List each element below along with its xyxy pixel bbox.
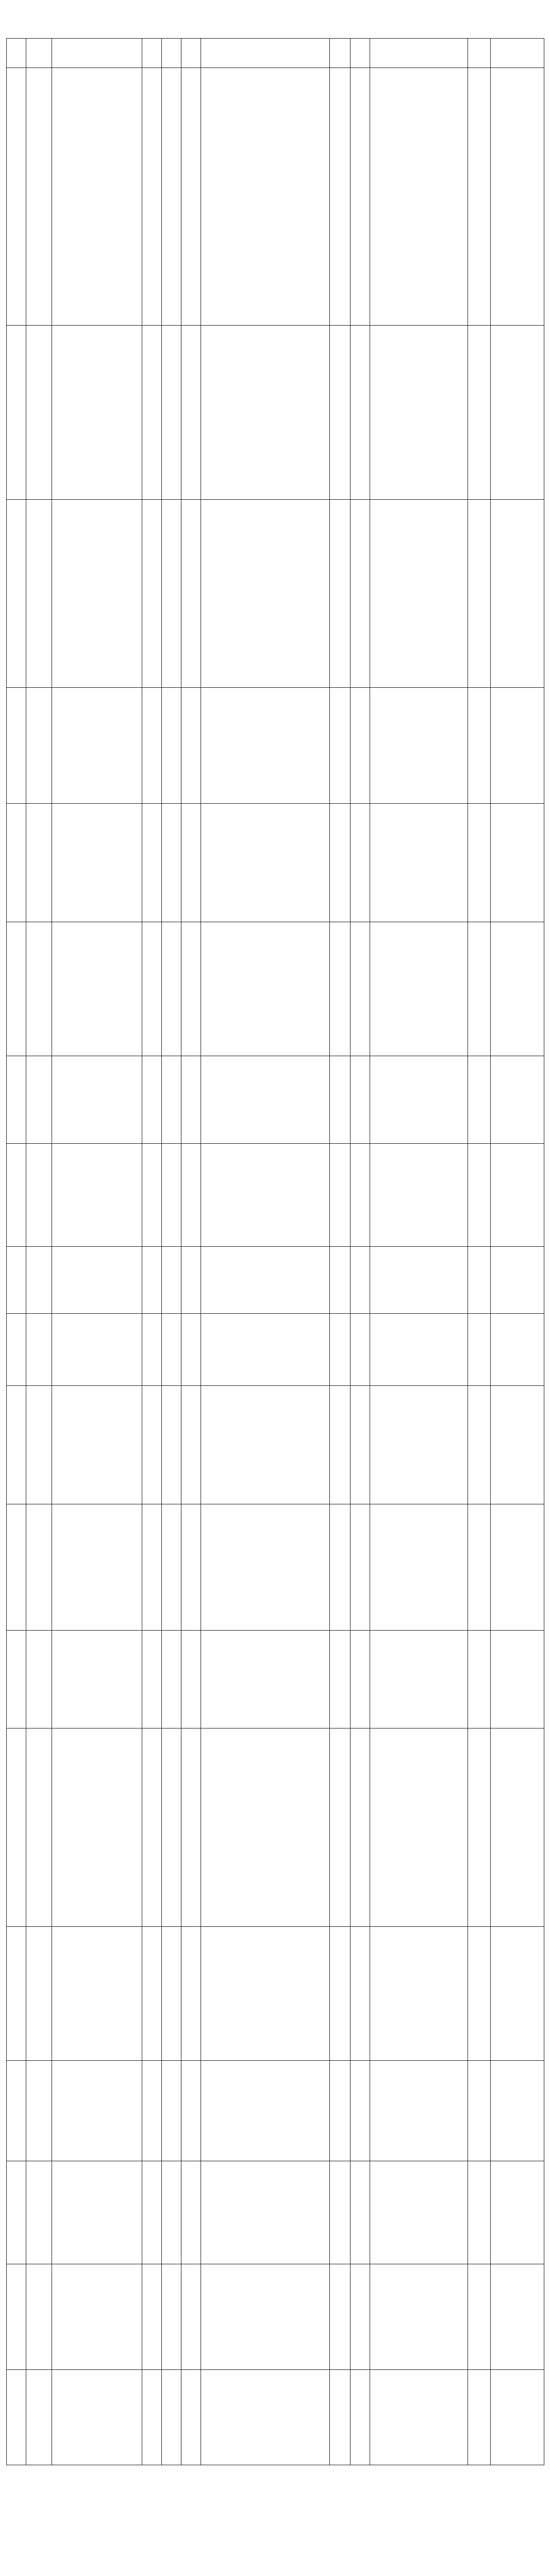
table-cell	[370, 922, 468, 1056]
table-cell	[52, 326, 142, 500]
table-cell	[201, 1314, 330, 1386]
table-cell	[7, 922, 26, 1056]
table-cell	[201, 326, 330, 500]
table-cell	[351, 688, 370, 804]
column-header	[351, 39, 370, 68]
table-row	[7, 68, 544, 326]
table-cell	[142, 1314, 162, 1386]
table-cell	[491, 1314, 544, 1386]
table-cell	[7, 2370, 26, 2465]
table-cell	[491, 1056, 544, 1144]
table-cell	[351, 1314, 370, 1386]
table-cell	[370, 1504, 468, 1631]
table-cell	[142, 2370, 162, 2465]
table-cell	[7, 688, 26, 804]
table-cell	[201, 2370, 330, 2465]
table-cell	[162, 688, 181, 804]
table-cell	[162, 1247, 181, 1314]
table-cell	[468, 922, 491, 1056]
table-cell	[7, 326, 26, 500]
table-cell	[162, 922, 181, 1056]
table-row	[7, 500, 544, 688]
document-page	[6, 0, 544, 2576]
table-cell	[201, 1056, 330, 1144]
table-cell	[162, 326, 181, 500]
table-cell	[162, 1056, 181, 1144]
table-header	[7, 39, 544, 68]
table-cell	[330, 1728, 351, 1927]
table-cell	[181, 1056, 201, 1144]
table-cell	[491, 922, 544, 1056]
table-cell	[330, 1144, 351, 1247]
column-header	[7, 39, 26, 68]
table-cell	[142, 1247, 162, 1314]
table-cell	[201, 688, 330, 804]
table-cell	[52, 1728, 142, 1927]
table-cell	[370, 2161, 468, 2264]
table-row	[7, 326, 544, 500]
table-cell	[181, 1728, 201, 1927]
column-header	[181, 39, 201, 68]
table-cell	[7, 68, 26, 326]
table-cell	[26, 1728, 52, 1927]
table-cell	[330, 68, 351, 326]
table-row	[7, 2264, 544, 2370]
table-cell	[52, 804, 142, 922]
table-cell	[52, 1314, 142, 1386]
table-cell	[142, 1504, 162, 1631]
table-cell	[26, 326, 52, 500]
table-cell	[26, 500, 52, 688]
table-cell	[142, 1631, 162, 1728]
table-cell	[52, 2061, 142, 2161]
table-cell	[181, 1144, 201, 1247]
table-cell	[162, 2061, 181, 2161]
table-cell	[26, 804, 52, 922]
table-cell	[330, 2370, 351, 2465]
table-cell	[26, 1631, 52, 1728]
table-cell	[142, 2161, 162, 2264]
table-cell	[162, 2161, 181, 2264]
table-cell	[201, 2264, 330, 2370]
table-cell	[181, 500, 201, 688]
table-row	[7, 1631, 544, 1728]
column-header	[491, 39, 544, 68]
table-row	[7, 1728, 544, 1927]
table-cell	[181, 2264, 201, 2370]
table-cell	[370, 1927, 468, 2061]
table-row	[7, 1056, 544, 1144]
table-cell	[330, 688, 351, 804]
table-row	[7, 1504, 544, 1631]
table-cell	[351, 1504, 370, 1631]
table-cell	[351, 1056, 370, 1144]
table-cell	[330, 326, 351, 500]
table-cell	[162, 1504, 181, 1631]
table-cell	[468, 688, 491, 804]
table-cell	[468, 1504, 491, 1631]
table-cell	[351, 1728, 370, 1927]
table-cell	[26, 1386, 52, 1504]
table-cell	[201, 804, 330, 922]
table-cell	[26, 1056, 52, 1144]
table-cell	[468, 2264, 491, 2370]
table-cell	[491, 500, 544, 688]
table-cell	[181, 2161, 201, 2264]
column-header	[162, 39, 181, 68]
table-cell	[370, 1247, 468, 1314]
table-cell	[468, 2161, 491, 2264]
table-cell	[491, 1386, 544, 1504]
table-row	[7, 1386, 544, 1504]
table-cell	[52, 1386, 142, 1504]
table-row	[7, 688, 544, 804]
table-cell	[468, 2370, 491, 2465]
table-cell	[52, 500, 142, 688]
table-cell	[162, 2370, 181, 2465]
table-cell	[162, 1728, 181, 1927]
table-cell	[7, 1631, 26, 1728]
table-cell	[491, 804, 544, 922]
table-cell	[491, 2061, 544, 2161]
table-cell	[181, 1927, 201, 2061]
table-cell	[330, 2161, 351, 2264]
table-cell	[142, 1927, 162, 2061]
table-cell	[468, 1314, 491, 1386]
table-cell	[370, 326, 468, 500]
table-cell	[201, 1386, 330, 1504]
table-cell	[52, 1631, 142, 1728]
table-cell	[181, 2061, 201, 2161]
table-cell	[370, 500, 468, 688]
table-cell	[162, 1144, 181, 1247]
table-cell	[7, 1728, 26, 1927]
table-cell	[162, 804, 181, 922]
table-header-row	[7, 39, 544, 68]
table-cell	[370, 1728, 468, 1927]
table-row	[7, 1927, 544, 2061]
table-cell	[7, 2161, 26, 2264]
table-cell	[7, 1504, 26, 1631]
table-cell	[52, 1247, 142, 1314]
table-cell	[351, 1386, 370, 1504]
table-cell	[142, 500, 162, 688]
table-cell	[181, 326, 201, 500]
table-cell	[491, 1927, 544, 2061]
table-cell	[26, 1144, 52, 1247]
table-cell	[142, 2061, 162, 2161]
table-cell	[52, 2264, 142, 2370]
document-subtitle	[6, 26, 544, 37]
table-cell	[351, 2370, 370, 2465]
table-cell	[201, 1504, 330, 1631]
table-cell	[491, 1144, 544, 1247]
table-cell	[52, 68, 142, 326]
table-cell	[7, 1056, 26, 1144]
table-cell	[370, 1314, 468, 1386]
column-header	[142, 39, 162, 68]
table-cell	[162, 1927, 181, 2061]
table-cell	[142, 922, 162, 1056]
table-cell	[351, 2161, 370, 2264]
table-cell	[468, 1386, 491, 1504]
table-row	[7, 1314, 544, 1386]
table-cell	[468, 1144, 491, 1247]
table-cell	[468, 1728, 491, 1927]
table-cell	[491, 1504, 544, 1631]
table-cell	[201, 1247, 330, 1314]
table-cell	[162, 500, 181, 688]
table-cell	[52, 922, 142, 1056]
table-row	[7, 1144, 544, 1247]
table-cell	[142, 326, 162, 500]
table-cell	[330, 500, 351, 688]
table-cell	[181, 2370, 201, 2465]
table-cell	[351, 922, 370, 1056]
table-cell	[52, 688, 142, 804]
table-cell	[491, 1728, 544, 1927]
table-cell	[370, 1386, 468, 1504]
table-cell	[351, 1144, 370, 1247]
table-cell	[370, 688, 468, 804]
table-cell	[142, 1386, 162, 1504]
table-cell	[7, 2061, 26, 2161]
table-row	[7, 2370, 544, 2465]
table-cell	[491, 688, 544, 804]
table-cell	[7, 1927, 26, 2061]
table-cell	[330, 1386, 351, 1504]
table-cell	[351, 1247, 370, 1314]
table-cell	[7, 2264, 26, 2370]
table-cell	[52, 1927, 142, 2061]
table-cell	[26, 68, 52, 326]
table-cell	[330, 1504, 351, 1631]
table-cell	[330, 804, 351, 922]
column-header	[201, 39, 330, 68]
table-cell	[330, 1631, 351, 1728]
table-cell	[351, 68, 370, 326]
column-header	[370, 39, 468, 68]
table-cell	[52, 2370, 142, 2465]
table-cell	[181, 1386, 201, 1504]
table-row	[7, 2061, 544, 2161]
table-cell	[351, 804, 370, 922]
document-title	[6, 3, 544, 24]
table-cell	[142, 1056, 162, 1144]
table-cell	[52, 1504, 142, 1631]
table-cell	[330, 922, 351, 1056]
table-row	[7, 2161, 544, 2264]
table-cell	[142, 1728, 162, 1927]
table-cell	[351, 2061, 370, 2161]
table-cell	[468, 500, 491, 688]
table-cell	[181, 68, 201, 326]
table-cell	[26, 2370, 52, 2465]
table-cell	[330, 2264, 351, 2370]
table-cell	[330, 1314, 351, 1386]
table-cell	[142, 804, 162, 922]
table-cell	[330, 1056, 351, 1144]
table-cell	[52, 2161, 142, 2264]
complaint-table	[6, 38, 544, 2465]
table-cell	[351, 2264, 370, 2370]
table-cell	[201, 1144, 330, 1247]
table-cell	[351, 326, 370, 500]
table-cell	[370, 1144, 468, 1247]
table-cell	[491, 326, 544, 500]
table-cell	[26, 1314, 52, 1386]
table-cell	[468, 2061, 491, 2161]
table-cell	[468, 68, 491, 326]
table-cell	[181, 1631, 201, 1728]
table-cell	[26, 688, 52, 804]
table-cell	[370, 1631, 468, 1728]
table-cell	[181, 1247, 201, 1314]
table-cell	[26, 922, 52, 1056]
table-cell	[351, 1927, 370, 2061]
table-cell	[468, 1247, 491, 1314]
table-cell	[26, 2264, 52, 2370]
table-cell	[491, 1631, 544, 1728]
table-cell	[26, 2161, 52, 2264]
table-cell	[468, 326, 491, 500]
table-cell	[491, 2161, 544, 2264]
table-cell	[201, 1631, 330, 1728]
table-cell	[7, 1386, 26, 1504]
table-cell	[7, 1314, 26, 1386]
table-cell	[162, 1631, 181, 1728]
table-cell	[201, 2061, 330, 2161]
table-cell	[181, 688, 201, 804]
table-cell	[468, 1631, 491, 1728]
table-cell	[491, 2370, 544, 2465]
table-cell	[7, 804, 26, 922]
table-cell	[468, 1056, 491, 1144]
table-cell	[142, 1144, 162, 1247]
table-cell	[201, 1728, 330, 1927]
table-cell	[468, 1927, 491, 2061]
table-cell	[181, 922, 201, 1056]
table-row	[7, 922, 544, 1056]
table-cell	[491, 68, 544, 326]
table-cell	[201, 500, 330, 688]
table-cell	[468, 804, 491, 922]
table-cell	[162, 1386, 181, 1504]
table-cell	[491, 2264, 544, 2370]
column-header	[468, 39, 491, 68]
table-cell	[142, 688, 162, 804]
table-cell	[370, 804, 468, 922]
table-cell	[162, 68, 181, 326]
table-cell	[181, 1504, 201, 1631]
table-cell	[351, 500, 370, 688]
table-body	[7, 68, 544, 2465]
table-cell	[181, 804, 201, 922]
table-cell	[142, 2264, 162, 2370]
table-cell	[7, 500, 26, 688]
table-cell	[370, 1056, 468, 1144]
table-cell	[181, 1314, 201, 1386]
table-cell	[330, 2061, 351, 2161]
table-cell	[7, 1247, 26, 1314]
table-cell	[201, 922, 330, 1056]
table-cell	[162, 2264, 181, 2370]
table-cell	[52, 1144, 142, 1247]
table-cell	[201, 1927, 330, 2061]
table-cell	[142, 68, 162, 326]
column-header	[26, 39, 52, 68]
table-cell	[370, 68, 468, 326]
table-cell	[370, 2370, 468, 2465]
table-cell	[26, 1927, 52, 2061]
column-header	[330, 39, 351, 68]
table-cell	[162, 1314, 181, 1386]
table-cell	[26, 2061, 52, 2161]
table-cell	[26, 1247, 52, 1314]
table-cell	[330, 1927, 351, 2061]
table-cell	[201, 68, 330, 326]
table-cell	[52, 1056, 142, 1144]
column-header	[52, 39, 142, 68]
table-cell	[7, 1144, 26, 1247]
table-cell	[370, 2061, 468, 2161]
table-row	[7, 804, 544, 922]
table-cell	[351, 1631, 370, 1728]
table-cell	[330, 1247, 351, 1314]
table-cell	[201, 2161, 330, 2264]
table-cell	[26, 1504, 52, 1631]
table-cell	[491, 1247, 544, 1314]
table-row	[7, 1247, 544, 1314]
table-cell	[370, 2264, 468, 2370]
